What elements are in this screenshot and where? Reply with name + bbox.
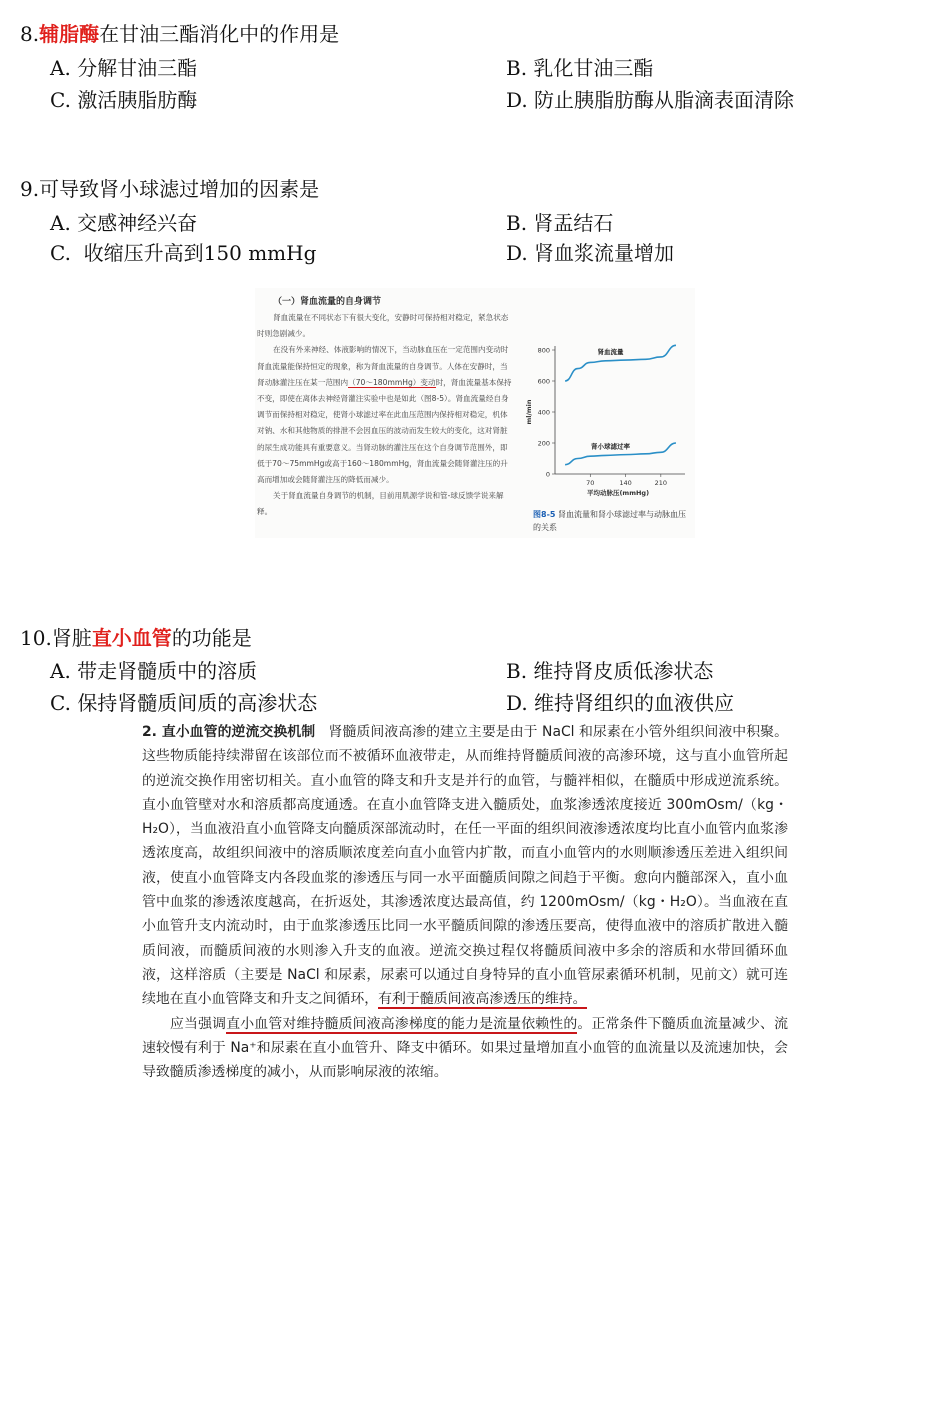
question-9-number: 9. [20, 177, 40, 201]
question-9-option-d[interactable]: D. 肾血浆流量增加 [506, 241, 675, 265]
excerpt-paragraph-1: 肾血流量在不同状态下有很大变化，安静时可保持相对稳定，紧急状态时则急剧减少。 [257, 313, 509, 339]
textbook-excerpt-vasa-recta [140, 712, 790, 1112]
chart-marks [565, 345, 676, 464]
question-10-keyword: 直小血管 [91, 626, 172, 650]
x-tick-label: 210 [654, 479, 668, 487]
question-10-text: 的功能是 [171, 626, 252, 650]
underlined-conclusion: 有利于髓质间液高渗透压的维持。 [378, 991, 587, 1008]
excerpt-paragraph-3: 关于肾血流量自身调节的机制，目前用肌源学说和管-球反馈学说来解释。 [257, 491, 504, 517]
textbook-excerpt-renal-blood-flow [255, 288, 695, 538]
series-label-renal-blood-flow: 肾血流量 [597, 347, 624, 356]
y-tick-label: 800 [537, 346, 550, 355]
chart-axes [525, 346, 685, 497]
question-8-number: 8. [20, 22, 40, 46]
question-10-option-b[interactable]: B. 维持肾皮质低渗状态 [506, 659, 714, 683]
excerpt-paragraph-2: 在没有外来神经、体液影响的情况下，当动脉血压在一定范围内变动时肾血流量能保持恒定的现象，称为肾血流量的自身调节。人体在安静时，当肾动脉灌注压在某一范围内（70～180mmHg）变动时，肾血流量基本保持不变，即使在离体去神经肾灌注实验中也是如此（图8-5）。肾血流量经自身调节而保持相对稳定，使肾小球滤过率在此血压范围内保持相对稳定，机体对钠、水和其他物质的排泄不会因血压的波动而发生较大的变化，这对肾脏的尿生成功能具有重要意义。当肾动脉的灌注压在这个自身调节范围外，即低于70～75mmHg或高于160～180mmHg，肾血流量会随肾灌注压的升高而增加或会随肾灌注压的降低而减少。 [257, 345, 512, 485]
question-9-stem [20, 175, 319, 203]
excerpt2-paragraph-2: 应当强调直小血管对维持髓质间液高渗梯度的能力是流量依赖性的。正常条件下髓质血流量减少、流速较慢有利于 Na⁺和尿素在直小血管升、降支中循环。如果过量增加直小血管的血流量以及流速加快，会导致髓质渗透梯度的减小，从而影响尿液的浓缩。 [142, 1015, 788, 1081]
figure-caption [533, 508, 693, 534]
question-8-text: 在甘油三酯消化中的作用是 [99, 22, 340, 46]
excerpt2-title: 2. 直小血管的逆流交换机制 [142, 724, 316, 740]
series-label-gfr: 肾小球滤过率 [590, 442, 630, 451]
question-9-option-c[interactable]: C. 收缩压升高到150 mmHg [50, 241, 317, 265]
y-tick-label: 400 [537, 408, 550, 417]
question-9-option-b[interactable]: B. 肾盂结石 [506, 211, 614, 235]
question-9-text: 可导致肾小球滤过增加的因素是 [39, 177, 320, 201]
question-9-option-a[interactable]: A. 交感神经兴奋 [50, 211, 198, 235]
question-10-option-c[interactable]: C. 保持肾髓质间质的高渗状态 [50, 691, 318, 715]
question-8-option-d[interactable]: D. 防止胰脂肪酶从脂滴表面清除 [506, 88, 795, 112]
question-10-pre: 肾脏 [51, 626, 92, 650]
figure-caption-text: 肾血流量和肾小球滤过率与动脉血压的关系 [533, 510, 686, 532]
question-8-option-c[interactable]: C. 激活胰脂肪酶 [50, 88, 198, 112]
excerpt-body [257, 310, 515, 521]
underlined-flow-dependence: 直小血管对维持髓质间液高渗梯度的能力是流量依赖性的 [226, 1015, 578, 1032]
y-tick-label: 0 [545, 470, 550, 479]
excerpt-heading: （一）肾血流量的自身调节 [273, 297, 382, 307]
question-10-number: 10. [20, 626, 52, 650]
y-tick-label: 200 [537, 439, 550, 448]
question-10-stem [20, 624, 252, 652]
question-8-option-a[interactable]: A. 分解甘油三酯 [50, 56, 198, 80]
question-8-stem [20, 20, 339, 48]
question-10-option-d[interactable]: D. 维持肾组织的血液供应 [506, 691, 735, 715]
x-tick-label: 70 [586, 479, 595, 487]
y-axis-label: ml/min [525, 399, 533, 425]
autoregulation-chart [523, 338, 693, 508]
question-8-option-b[interactable]: B. 乳化甘油三酯 [506, 56, 654, 80]
excerpt2-body [142, 720, 788, 1084]
excerpt2-paragraph-1: 2. 直小血管的逆流交换机制 肾髓质间液高渗的建立主要是由于 NaCl 和尿素在小管外组织间液中积聚。这些物质能持续滞留在该部位而不被循环血液带走，从而维持肾髓质间液的高渗环境，这与直小血管所起的逆流交换作用密切相关。直小血管的降支和升支是并行的血管，与髓袢相似，在髓质中形成逆流系统。直小血管壁对水和溶质都高度通透。在直小血管降支进入髓质处，血浆渗透浓度接近 300mOsm/（kg・H₂O），当血液沿直小血管降支向髓质深部流动时，在任一平面的组织间液渗透浓度均比直小血管内血浆渗透浓度高，故组织间液中的溶质顺浓度差向直小血管内扩散，而直小血管内的水则顺渗透压差进入组织间液，使直小血管降支内各段血浆的渗透压与同一水平面髓质间隙之间趋于平衡。愈向内髓部深入，直小血管中血浆的渗透浓度越高，在折返处，其渗透浓度达最高值，约 1200mOsm/（kg・H₂O）。当血液在直小血管升支内流动时，由于血浆渗透压比同一水平髓质间隙的渗透压要高，使得血液中的溶质扩散进入髓质间液，而髓质间液的水则渗入升支的血液。逆流交换过程仅将髓质间液中多余的溶质和水带回循环血液，这样溶质（主要是 NaCl 和尿素，尿素可以通过自身特异的直小血管尿素循环机制，见前文）就可连续地在直小血管降支和升支之间循环，有利于髓质间液高渗透压的维持。 [142, 724, 788, 1008]
figure-number: 图8-5 [533, 510, 556, 519]
x-tick-label: 140 [619, 479, 632, 487]
y-tick-label: 600 [537, 377, 550, 386]
x-axis-label: 平均动脉压(mmHg) [586, 489, 650, 497]
question-10-option-a[interactable]: A. 带走肾髓质中的溶质 [50, 659, 258, 683]
underlined-pressure-range: （70～180mmHg）变动 [348, 377, 436, 387]
question-8-keyword: 辅脂酶 [39, 22, 100, 46]
